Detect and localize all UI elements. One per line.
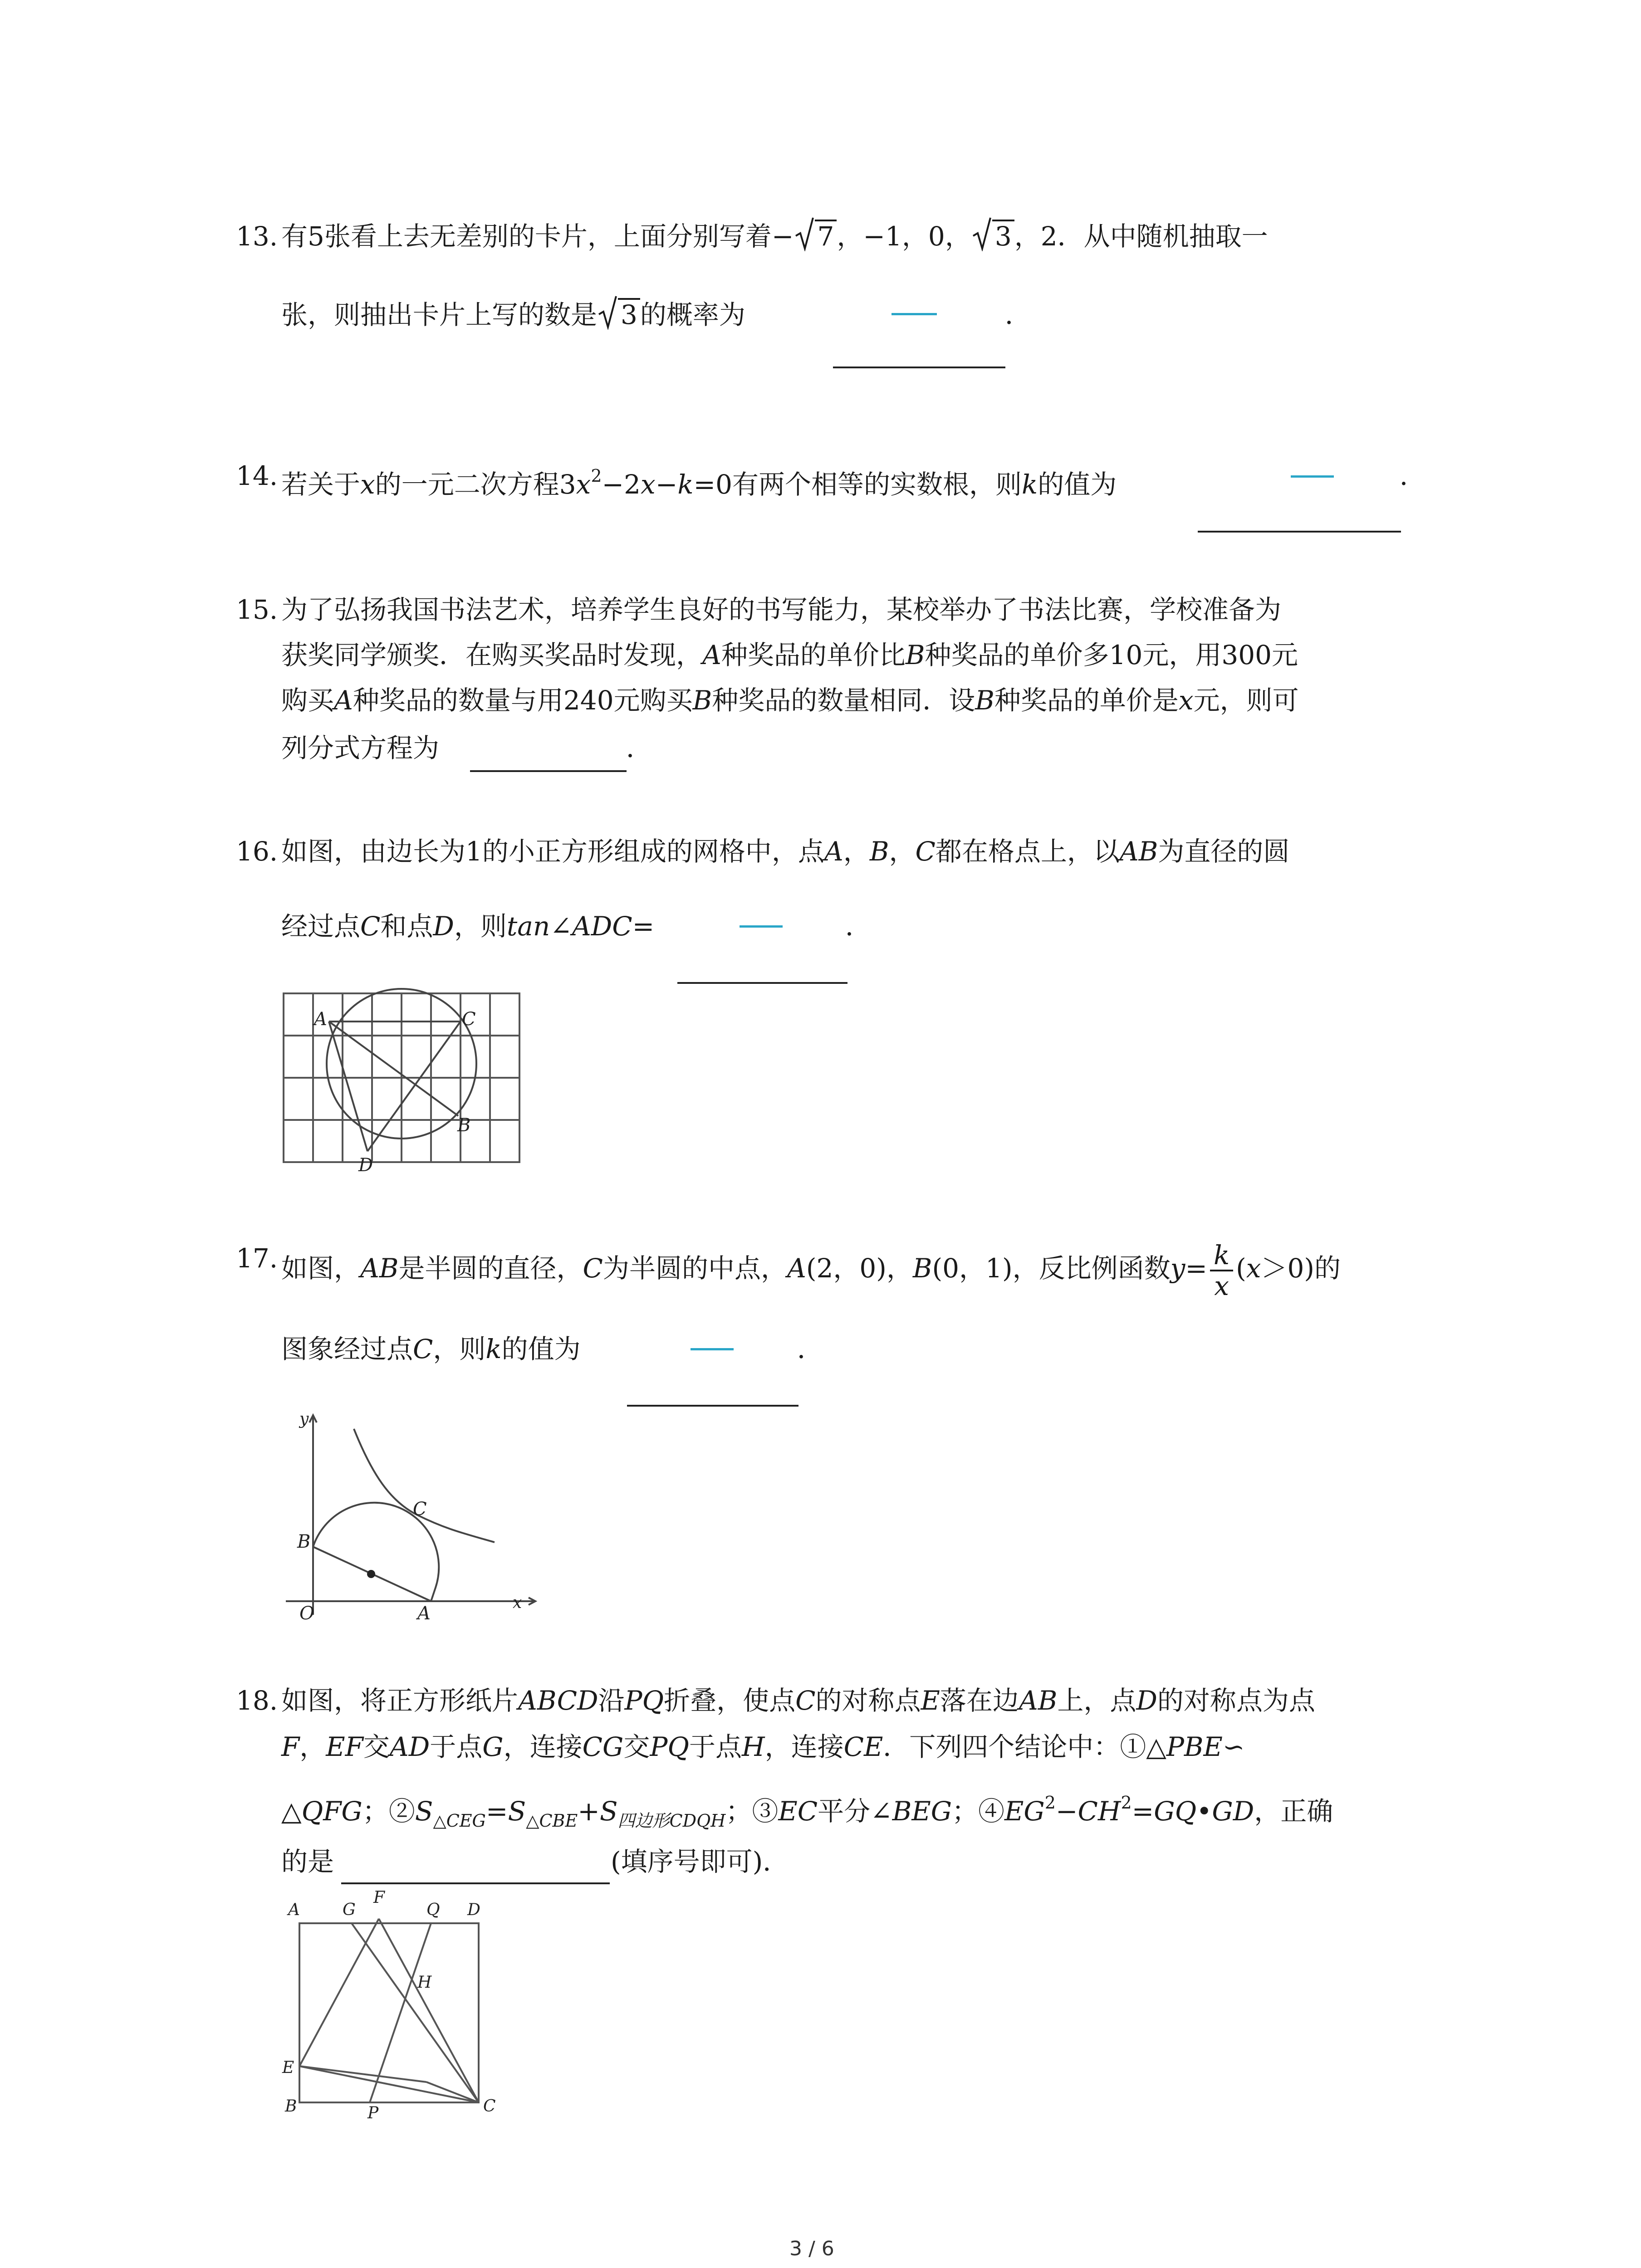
sqrt-expression: 3 xyxy=(971,219,1014,254)
answer-marker xyxy=(1291,475,1334,478)
point-label-C: C xyxy=(483,2097,496,2116)
point-label-Q: Q xyxy=(426,1901,440,1919)
answer-marker xyxy=(691,1348,734,1350)
period: ． xyxy=(845,911,872,942)
point-label-C: C xyxy=(462,1009,476,1030)
question-text-line: 张，则抽出卡片上写的数是 3 的概率为 xyxy=(281,297,745,332)
axis-label-y: y xyxy=(299,1410,309,1428)
answer-marker xyxy=(892,313,937,315)
question-number: 15. xyxy=(236,594,278,625)
point-label-G: G xyxy=(343,1901,356,1919)
question-text-line: 列分式方程为 xyxy=(281,733,440,763)
point-label-P: P xyxy=(367,2104,379,2118)
question-text-line: 如图，由边长为1的小正方形组成的网格中，点A，B，C都在格点上，以AB为直径的圆 xyxy=(281,836,1290,867)
page-number: 3 / 6 xyxy=(789,2237,834,2260)
sqrt-expression: 7 xyxy=(794,219,837,254)
point-label-F: F xyxy=(373,1888,385,1907)
center-dot xyxy=(367,1570,375,1578)
folded-square-figure xyxy=(277,1882,531,2118)
question-text-line: 图象经过点C，则k的值为 xyxy=(281,1334,581,1364)
question-text-line: 获奖同学颁奖．在购买奖品时发现，A种奖品的单价比B种奖品的单价多10元，用300元 xyxy=(281,640,1298,670)
point-label-O: O xyxy=(299,1603,314,1624)
question-text-line: F，EF交AD于点G，连接CG交PQ于点H，连接CE．下列四个结论中：①△PBE∽ xyxy=(281,1731,1245,1762)
period: ． xyxy=(626,733,653,763)
question-number: 14. xyxy=(236,460,278,491)
sqrt-expression: 3 xyxy=(597,297,640,332)
question-text-line: 如图，AB是半圆的直径，C为半圆的中点，A(2，0)，B(0，1)，反比例函数y= $\frac{k}{x}$ (x＞0)的 xyxy=(281,1240,1341,1301)
point-label-E: E xyxy=(282,2058,294,2077)
question-text-line: 经过点C和点D，则tan∠ADC= xyxy=(281,911,655,942)
point-label-A: A xyxy=(314,1009,327,1030)
question-text-line: (填序号即可)． xyxy=(611,1846,789,1877)
grid-circle-figure xyxy=(272,984,526,1175)
point-label-H: H xyxy=(417,1973,432,1992)
question-number: 18. xyxy=(236,1685,278,1716)
answer-blank[interactable] xyxy=(627,1405,798,1407)
question-number: 16. xyxy=(236,836,278,867)
period: ． xyxy=(1005,299,1032,330)
question-number: 17. xyxy=(236,1243,278,1274)
answer-blank[interactable] xyxy=(470,770,627,772)
answer-blank[interactable] xyxy=(833,367,1005,368)
semicircle-hyperbola-figure xyxy=(281,1406,544,1624)
question-text-line: 购买A种奖品的数量与用240元购买B种奖品的数量相同．设B种奖品的单价是x元，则可 xyxy=(281,685,1299,716)
question-text-line: 如图，将正方形纸片ABCD沿PQ折叠，使点C的对称点E落在边AB上，点D的对称点为点 xyxy=(281,1685,1315,1716)
answer-marker xyxy=(740,925,783,928)
question-text-line: 的是 xyxy=(281,1846,334,1877)
point-label-A: A xyxy=(417,1603,431,1624)
period: ． xyxy=(1400,460,1426,491)
point-label-B: B xyxy=(297,1531,311,1552)
point-label-C: C xyxy=(413,1499,427,1520)
point-label-D: D xyxy=(358,1155,373,1175)
question-text-line: 有5张看上去无差别的卡片，上面分别写着− 7 ，−1，0， 3 ，2．从中随机抽取一 xyxy=(281,219,1268,254)
point-label-B: B xyxy=(285,2097,297,2116)
question-number: 13. xyxy=(236,221,278,252)
answer-blank[interactable] xyxy=(677,982,847,984)
fraction: $\frac{k}{x}$ xyxy=(1210,1241,1233,1300)
question-text-line: 为了弘扬我国书法艺术，培养学生良好的书写能力，某校举办了书法比赛，学校准备为 xyxy=(281,594,1282,625)
point-label-B: B xyxy=(457,1115,471,1136)
period: ． xyxy=(797,1334,824,1364)
point-label-D: D xyxy=(467,1901,480,1919)
question-text-line: 若关于x的一元二次方程$3x^2-2x-k=0$有两个相等的实数根，则k的值为 xyxy=(281,466,1117,500)
question-text-line: △QFG；$②S_{\triangle CEG}=S_{\triangle CBE}+S_{四边形CDQH}$；③EC平分∠BEG；$④EG^2-CH^2=GQ•GD$，正确 xyxy=(281,1793,1333,1831)
point-label-A: A xyxy=(288,1901,300,1919)
axis-label-x: x xyxy=(513,1593,522,1612)
answer-blank[interactable] xyxy=(1198,531,1401,533)
